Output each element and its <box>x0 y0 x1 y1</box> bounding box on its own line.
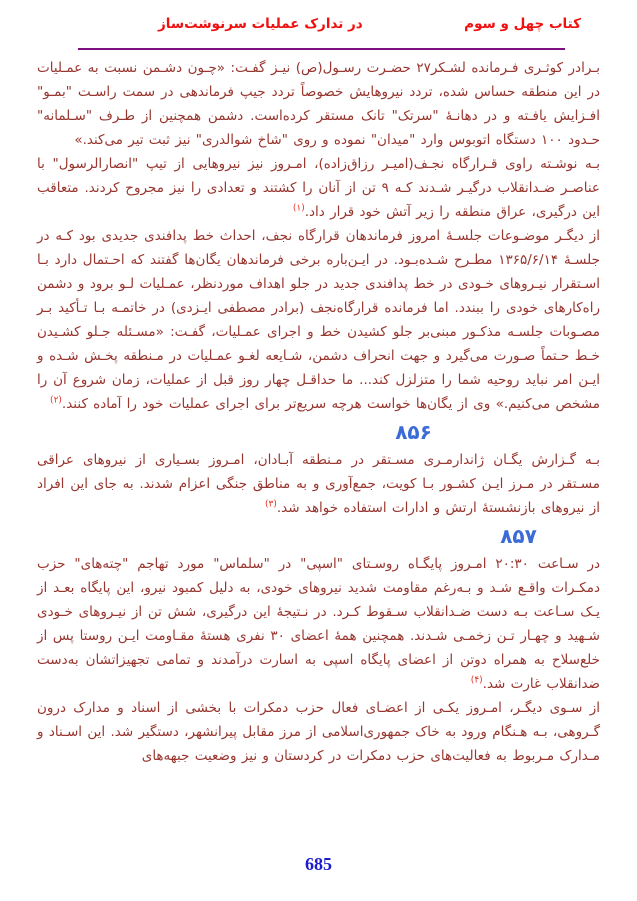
footnote-ref: (۲) <box>50 395 62 406</box>
paragraph-text: بـه گـزارش یگـان ژاندارمـری مسـتقر در مـنطقه آبـادان، امـروز بسـیاری از نیروهای عراقی مسـتقر در مـرز ایـن کشـور بـا کویت، جمع‌آوری و به مناطق جنگی اعزام شدند. به جای این افراد از نیروهای بازنشستهٔ ارتش و ادارات استفاده خواهد شد. <box>37 452 600 516</box>
entry-number: ۸۵۷ <box>500 524 537 548</box>
paragraph <box>37 448 600 520</box>
page-body <box>37 56 600 768</box>
paragraph <box>37 56 600 152</box>
header-rule <box>78 48 565 50</box>
footnote-ref: (۴) <box>470 675 483 686</box>
entry-number: ۸۵۶ <box>395 420 432 444</box>
paragraph <box>37 152 600 224</box>
page-number: 685 <box>305 854 332 874</box>
paragraph-text: از دیگـر موضـوعات جلسـهٔ امروز فرماندهان قرارگاه نجف، احداث خط پدافندی جدیدی بود کـه در جلسـهٔ ۱۳۶۵/۶/۱۴ مطـرح شـده‌بـود. در ایـن‌باره برخی فرماندهان یگان‌ها گفتند که احـتمال دارد بـا اسـتقرار نیـروهای خـودی در خط پدافندی جدید در جلو اهداف موردنظر، عمـلیات لـو برود و دشمن راه‌کارهای خودی را ببندد. اما فرمانده قرارگاه‌نجف (برادر مصطفی ایـزدی) در خاتمـه بـا تـأکید بـر مصـوبات جلسـه مذکـور مبنی‌بر جلو کشیدن خط و اجرای عمـلیات، گفـت: «مسـئله جـلو کشـیدن خـط حـتماً صـورت می‌گیرد و جهت انحراف دشمن، شـایعه لغـو عمـلیات در مـنطقه پخـش شـده و ایـن امر نباید روحیه شما را متزلزل کند... ما حداقـل چهار روز قبل از عملیات، زمان شروع آن را مشخص می‌کنیم.» وی از یگان‌ها خواست هرچه سریع‌تر برای اجرای عملیات خود را آماده کنند. <box>37 228 600 412</box>
paragraph-text: بـه نوشـته راوی قـرارگاه نجـف(امیـر رزاق‌زاده)، امـروز نیز نیروهایی از تیپ "انصارالرسول" با عناصـر ضـدانقلاب درگیـر شـدند کـه ۹ تن از آنان را کشتند و تعدادی را نیز مجروح کردند. متعاقب این درگیری، عراق منطقه را زیر آتش خود قرار داد. <box>37 156 600 220</box>
paragraph-text: بـرادر کوثـری فـرمانده لشـکر۲۷ حضـرت رسـول(ص) نیـز گفـت: «چـون دشـمن نسبت به عمـلیات در این منطقه حساس شده، تردد نیروهایش خصوصاً تردد جیپ فرماندهی در سمت راسـت "بمـو" افـزایش یافـته و در دهانـهٔ "سرتک" تانک مستقر کرده‌است. دشمن همچنین از طـرف "سـلمانه" حـدود ۱۰۰ دستگاه اتوبوس وارد "میدان" نموده و روی "شاخ شوالدری" نیز ثبت تیر می‌کند.» <box>37 60 600 148</box>
paragraph <box>37 224 600 416</box>
chapter-title: در تدارک عملیات سرنوشت‌ساز <box>158 16 363 32</box>
paragraph-text: در سـاعت ۲۰:۳۰ امـروز پایگـاه روسـتای "اسپی" در "سلماس" مورد تهاجم "چته‌های" حزب دمکـرات واقـع شـد و بـه‌رغم مقاومت شدید نیروهای خودی، به دلیل کمبود نیرو، این پایگاه بعـد از یـک سـاعت بـه دست ضـدانقلاب سـقوط کـرد. در نـتیجهٔ این درگیری، شش تن از نیـروهای خـودی شـهید و چهـار تـن زخمـی شـدند. همچنین همهٔ اعضای ۳۰ نفری هستهٔ مقـاومت ایـن روستا پس از خلع‌سلاح به همراه دوتن از اعضای پایگاه اسپی به اسارت درآمدند و تمامی تجهیزاتشان به‌دست ضدانقلاب غارت شد. <box>37 556 600 692</box>
paragraph-text: از سـوی دیگـر، امـروز یکـی از اعضـای فعال حزب دمکرات با بخشی از اسناد و مدارک درون گـروهی، بـه هـنگام ورود به خاک جمهوری‌اسلامی از مرز مقابل پیرانشهر، دستگیر شد. این اسـناد و مـدارک مـربوط به فعالیت‌های حزب دمکرات در کردستان و نیز وضعیت جبهه‌های <box>37 700 600 764</box>
book-title: كتاب چهل و سوم <box>464 16 581 32</box>
footnote-ref: (۳) <box>265 499 277 510</box>
footnote-ref: (۱) <box>292 203 305 214</box>
paragraph <box>37 696 600 768</box>
paragraph <box>37 552 600 696</box>
